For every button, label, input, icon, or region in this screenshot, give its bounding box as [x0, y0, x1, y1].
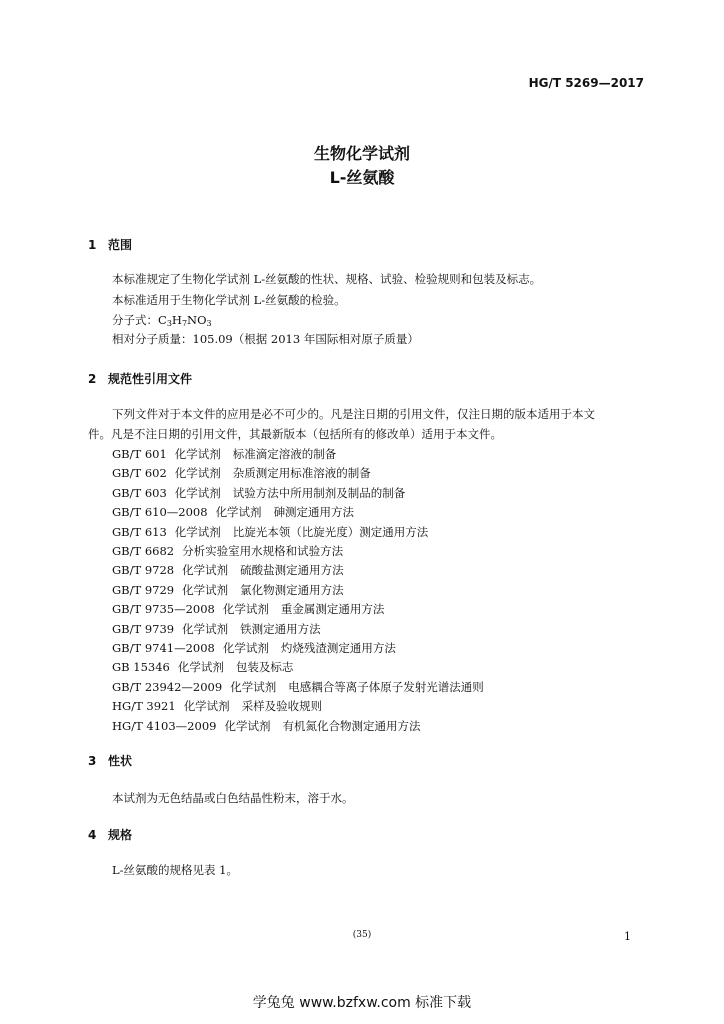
reference-code: GB/T 603: [112, 485, 167, 500]
page-number-center: (35): [352, 930, 372, 940]
reference-item: [112, 543, 343, 559]
reference-category: 化学试剂: [182, 621, 229, 636]
reference-code: GB/T 602: [112, 466, 167, 481]
section-number: 1: [88, 238, 97, 252]
reference-title: 砷测定通用方法: [273, 505, 355, 520]
reference-title: 采样及验收规则: [241, 699, 323, 714]
reference-category: 化学试剂: [222, 602, 269, 617]
section-title: 性状: [108, 754, 133, 768]
scope-paragraph-1: 本标准规定了生物化学试剂 L-丝氨酸的性状、规格、试验、检验规则和包装及标志。: [112, 272, 542, 286]
reference-item: [112, 659, 293, 675]
section-heading-normative-references: [88, 370, 192, 387]
reference-item: [112, 679, 484, 695]
reference-title: 氯化物测定通用方法: [240, 582, 344, 597]
specifications-paragraph: L-丝氨酸的规格见表 1。: [112, 863, 238, 877]
formula-c-count: 3: [166, 319, 172, 328]
page-number-right: 1: [624, 930, 631, 943]
formula-no: NO: [187, 313, 207, 327]
reference-title: 铁测定通用方法: [240, 621, 321, 636]
document-title: 生物化学试剂: [313, 144, 410, 163]
section-number: 4: [88, 828, 97, 842]
reference-code: GB/T 6682: [112, 544, 175, 558]
reference-category: 化学试剂: [177, 660, 224, 675]
reference-code: GB/T 601: [112, 447, 167, 461]
reference-code: GB/T 9741—2008: [112, 641, 215, 655]
section-title: 范围: [108, 238, 133, 252]
reference-category: 化学试剂: [182, 563, 229, 578]
reference-code: GB/T 610—2008: [112, 505, 208, 520]
reference-category: 化学试剂: [183, 699, 230, 714]
reference-item: [112, 446, 336, 462]
reference-title: 比旋光本领（比旋光度）测定通用方法: [232, 524, 429, 539]
reference-item: [112, 640, 396, 656]
molecular-formula: [112, 312, 212, 328]
reference-category: 化学试剂: [174, 524, 221, 539]
standard-number: HG/T 5269—2017: [528, 76, 644, 90]
formula-h-count: 7: [181, 319, 188, 328]
reference-title: 试验方法中所用制剂及制品的制备: [232, 485, 406, 500]
reference-title: 标准滴定溶液的制备: [232, 447, 337, 461]
section-number: 2: [88, 372, 97, 386]
reference-item: [112, 524, 428, 540]
reference-category: 化学试剂: [224, 718, 271, 733]
source-watermark: 学兔兔 www.bzfxw.com 标准下载: [252, 995, 472, 1011]
reference-category: 化学试剂: [215, 505, 262, 520]
reference-title: 包装及标志: [235, 660, 294, 675]
references-intro-line-2: 件。凡是不注日期的引用文件，其最新版本（包括所有的修改单）适用于本文件。: [88, 427, 502, 441]
reference-code: GB/T 23942—2009: [112, 679, 223, 694]
molecular-mass: 相对分子质量：105.09（根据 2013 年国际相对原子质量）: [112, 332, 419, 346]
reference-title: 硫酸盐测定通用方法: [240, 563, 344, 578]
section-heading-scope: [88, 236, 132, 253]
section-title: 规格: [108, 828, 133, 842]
reference-code: GB/T 9735—2008: [112, 602, 215, 617]
formula-h: H: [171, 313, 182, 327]
reference-code: GB/T 9739: [112, 621, 175, 636]
section-heading-properties: [88, 752, 132, 769]
reference-category: 化学试剂: [182, 582, 229, 597]
reference-title: 分析实验室用水规格和试验方法: [182, 544, 344, 558]
reference-item: [112, 504, 354, 520]
reference-category: 化学试剂: [230, 679, 277, 694]
formula-c: C: [158, 313, 167, 327]
reference-title: 杂质测定用标准溶液的制备: [232, 466, 371, 481]
reference-category: 化学试剂: [174, 485, 221, 500]
reference-item: [112, 562, 344, 578]
reference-item: [112, 582, 344, 598]
reference-code: HG/T 3921: [112, 699, 176, 714]
formula-label: 分子式：: [112, 313, 158, 327]
reference-code: GB/T 9729: [112, 582, 175, 597]
reference-title: 有机氮化合物测定通用方法: [282, 718, 421, 733]
section-title: 规范性引用文件: [108, 372, 193, 386]
reference-code: GB/T 613: [112, 524, 167, 539]
properties-paragraph: 本试剂为无色结晶或白色结晶性粉末，溶于水。: [112, 791, 354, 805]
reference-title: 灼烧残渣测定通用方法: [280, 641, 396, 655]
reference-code: GB/T 9728: [112, 563, 175, 578]
reference-category: 化学试剂: [222, 641, 269, 655]
reference-item: [112, 485, 405, 501]
reference-item: [112, 465, 371, 481]
reference-item: [112, 621, 321, 637]
reference-title: 重金属测定通用方法: [280, 602, 385, 617]
document-subtitle: L-丝氨酸: [329, 168, 395, 187]
scope-paragraph-2: 本标准适用于生物化学试剂 L-丝氨酸的检验。: [112, 293, 346, 307]
reference-title: 电感耦合等离子体原子发射光谱法通则: [288, 679, 484, 694]
references-intro-line-1: 下列文件对于本文件的应用是必不可少的。凡是注日期的引用文件，仅注日期的版本适用于本文: [112, 407, 595, 421]
reference-category: 化学试剂: [174, 447, 221, 461]
section-number: 3: [88, 754, 97, 768]
reference-item: [112, 718, 420, 734]
reference-item: [112, 601, 384, 617]
reference-code: GB 15346: [112, 660, 170, 675]
reference-code: HG/T 4103—2009: [112, 718, 217, 733]
section-heading-specifications: [88, 826, 132, 843]
reference-item: [112, 698, 322, 714]
reference-category: 化学试剂: [174, 466, 221, 481]
formula-o-count: 3: [206, 319, 212, 328]
